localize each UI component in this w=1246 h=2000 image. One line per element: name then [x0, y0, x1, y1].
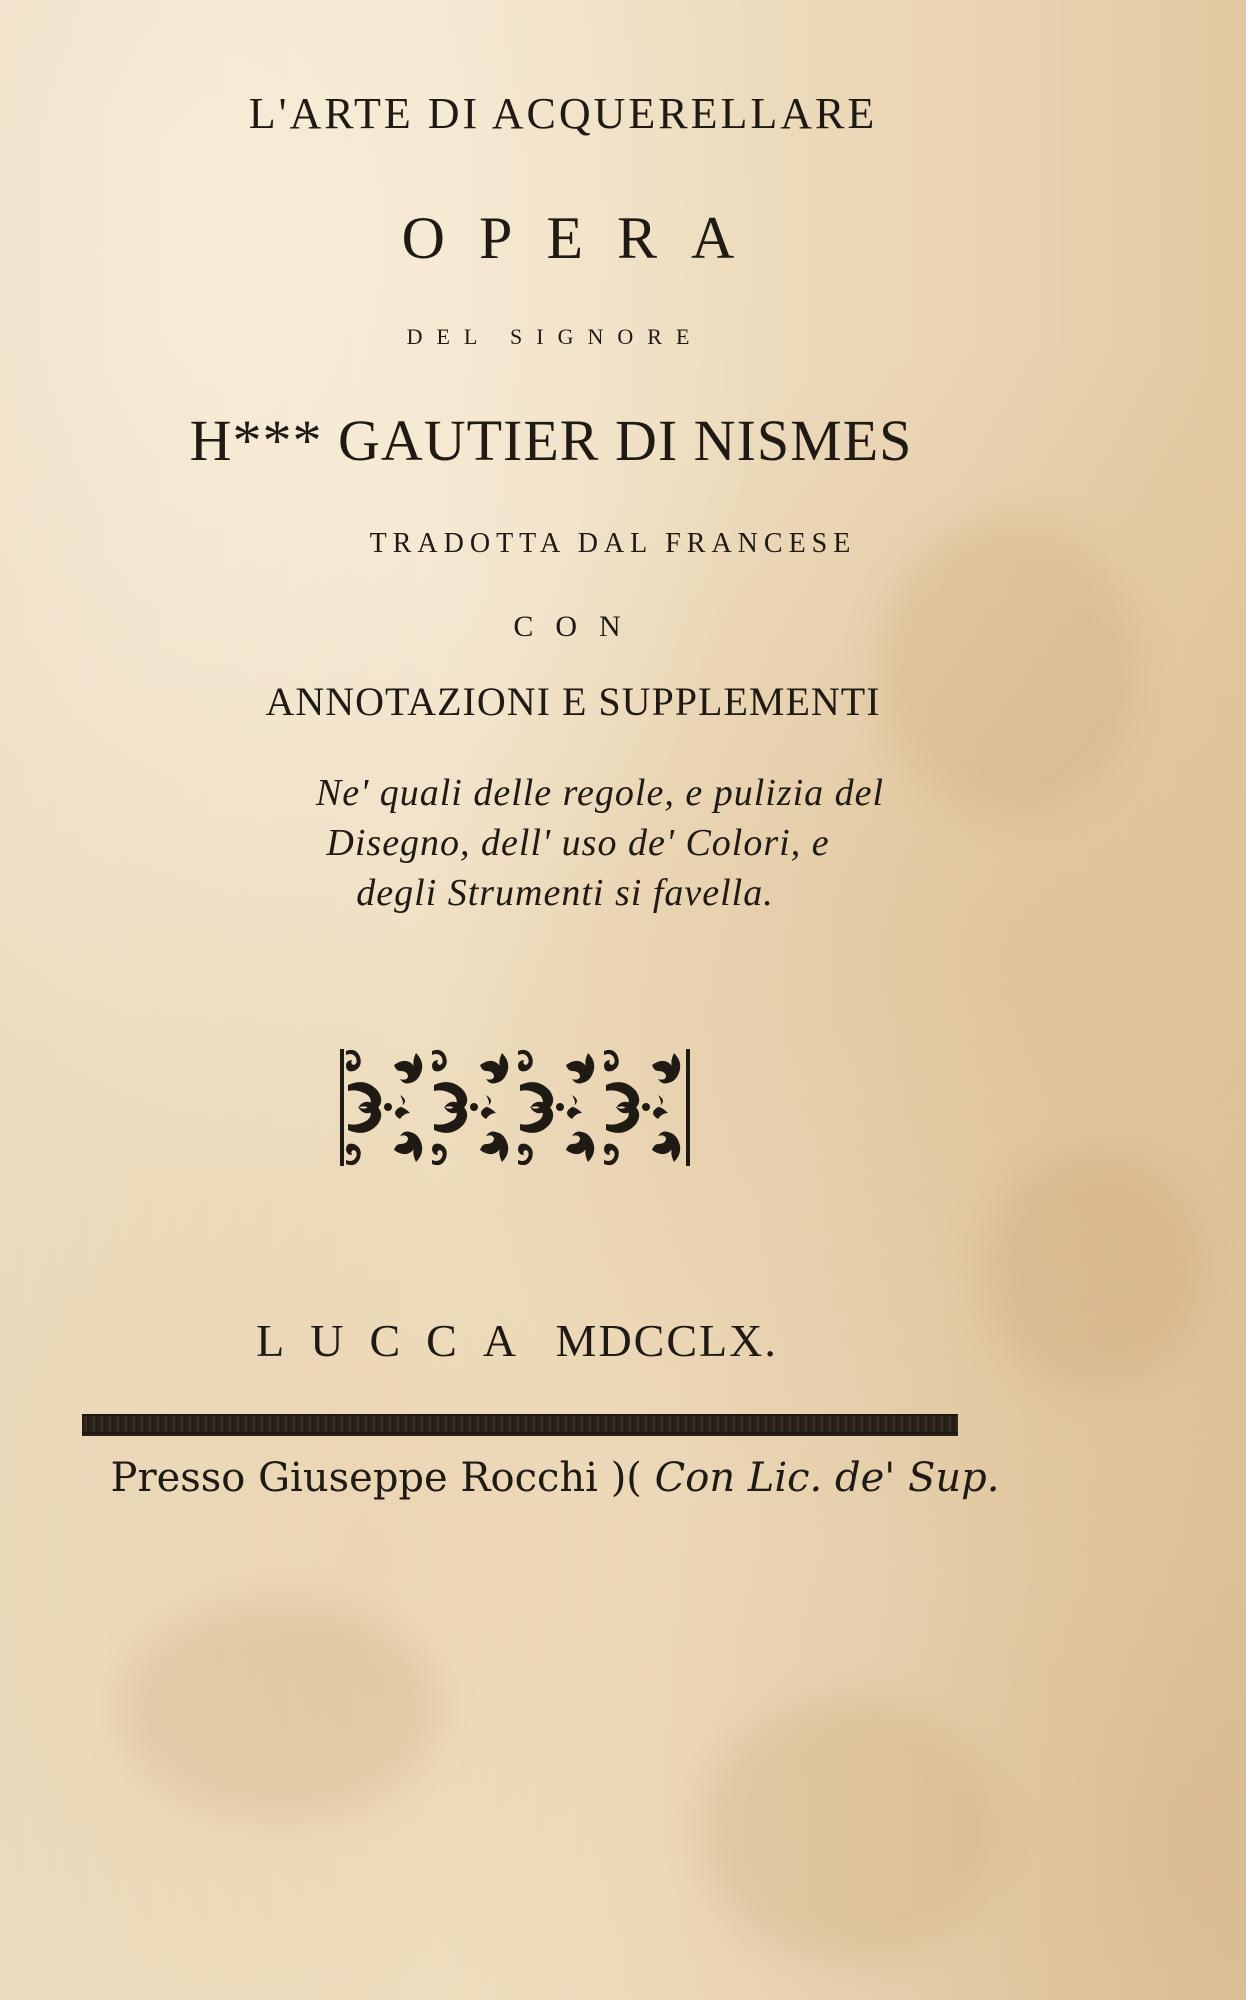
ornamental-rule [82, 1414, 958, 1434]
description-line: degli Strumenti si favella. [356, 872, 774, 914]
imprint-separator: )( [610, 1455, 642, 1501]
place: LUCCA [256, 1315, 543, 1366]
additions-line: ANNOTAZIONI E SUPPLEMENTI [265, 679, 881, 724]
thin-rule [82, 1434, 958, 1436]
paper-stain [120, 1600, 440, 1820]
year: MDCCLX. [555, 1315, 778, 1366]
by-line: DEL SIGNORE [406, 324, 704, 349]
description-line: Ne' quali delle regole, e pulizia del [315, 772, 885, 814]
imprint-place-year [0, 1315, 1140, 1366]
publisher: Presso Giuseppe Rocchi [110, 1455, 598, 1501]
translation-line: TRADOTTA DAL FRANCESE [369, 528, 857, 559]
paper-stain [700, 1700, 1000, 1960]
description-line: Disegno, dell' uso de' Colori, e [326, 822, 830, 864]
work-label: OPERA [401, 205, 769, 271]
author-name: H*** GAUTIER DI NISMES [189, 408, 913, 473]
license-note: Con Lic. de' Sup. [654, 1455, 1000, 1501]
printer-ornament-icon [340, 1045, 690, 1170]
with-line: CON [513, 610, 643, 643]
imprint-line [0, 1455, 1178, 1501]
book-title: L'ARTE DI ACQUERELLARE [248, 89, 878, 138]
